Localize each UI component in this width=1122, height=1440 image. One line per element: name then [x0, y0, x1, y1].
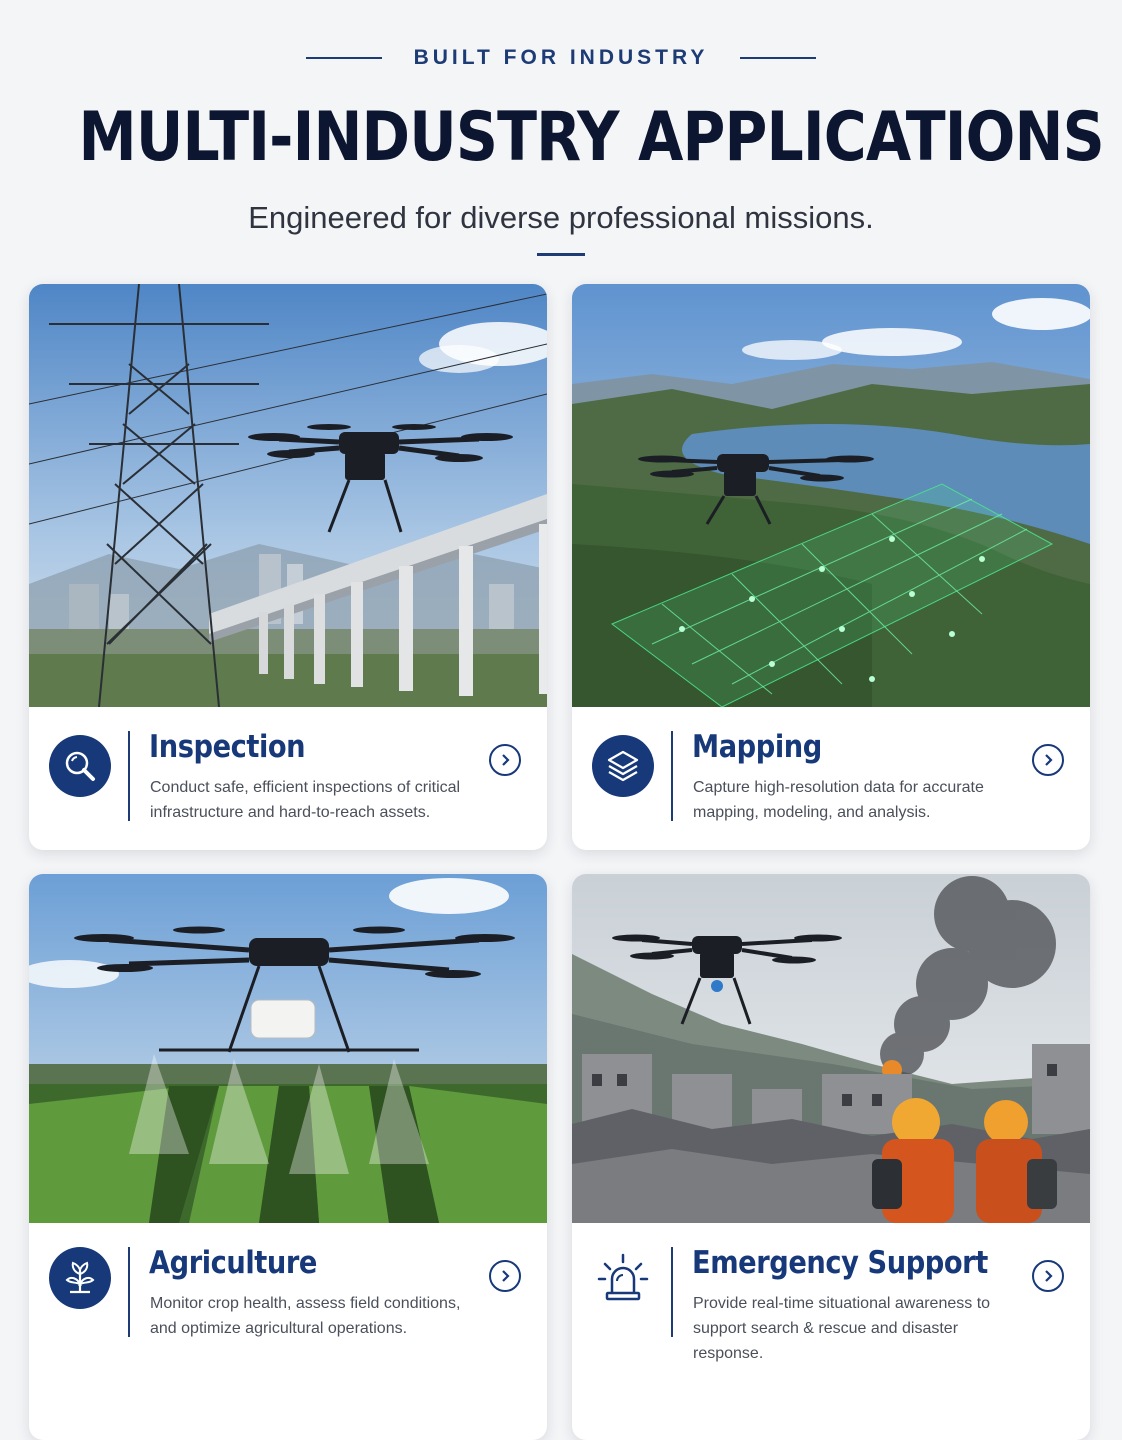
card-inspection[interactable]	[29, 284, 547, 850]
layers-icon	[604, 747, 642, 785]
card-title: Inspection	[149, 729, 306, 765]
agriculture-badge	[49, 1247, 111, 1309]
agriculture-arrow-button[interactable]	[489, 1260, 521, 1292]
magnifier-icon	[62, 748, 98, 784]
mapping-badge	[592, 735, 654, 797]
card-description: Provide real-time situational awareness to support search & rescue and disaster response.	[693, 1295, 991, 1362]
card-emergency-support[interactable]	[572, 874, 1090, 1440]
agriculture-photo	[29, 874, 547, 1223]
chevron-right-icon	[498, 1269, 512, 1283]
chevron-right-icon	[1041, 753, 1055, 767]
inspection-badge	[49, 735, 111, 797]
card-title: Emergency Support	[692, 1245, 988, 1281]
eyebrow-rule-right	[740, 57, 816, 59]
emergency-photo	[572, 874, 1090, 1223]
inspection-photo	[29, 284, 547, 707]
card-description: Capture high-resolution data for accurate mapping, modeling, and analysis.	[693, 779, 984, 821]
mapping-arrow-button[interactable]	[1032, 744, 1064, 776]
page-subtitle: Engineered for diverse professional missions.	[248, 200, 874, 235]
emergency-badge	[592, 1247, 654, 1309]
inspection-arrow-button[interactable]	[489, 744, 521, 776]
card-agriculture[interactable]	[29, 874, 547, 1440]
chevron-right-icon	[1041, 1269, 1055, 1283]
card-title: Mapping	[692, 729, 822, 765]
card-description: Monitor crop health, assess field conditions, and optimize agricultural operations.	[150, 1295, 461, 1337]
card-divider	[128, 731, 130, 821]
card-title: Agriculture	[149, 1245, 317, 1281]
card-divider	[128, 1247, 130, 1337]
emergency-arrow-button[interactable]	[1032, 1260, 1064, 1292]
eyebrow-text: BUILT FOR INDUSTRY	[413, 46, 709, 69]
chevron-right-icon	[498, 753, 512, 767]
alarm-light-icon	[596, 1251, 650, 1305]
card-description: Conduct safe, efficient inspections of critical infrastructure and hard-to-reach assets.	[150, 779, 461, 821]
section-eyebrow	[0, 46, 1122, 70]
card-divider	[671, 731, 673, 821]
page-title: MULTI-INDUSTRY APPLICATIONS	[78, 98, 1104, 177]
eyebrow-rule-left	[306, 57, 382, 59]
sprout-icon	[62, 1260, 98, 1296]
card-mapping[interactable]	[572, 284, 1090, 850]
mapping-photo	[572, 284, 1090, 707]
title-accent-bar	[537, 253, 585, 256]
card-divider	[671, 1247, 673, 1337]
